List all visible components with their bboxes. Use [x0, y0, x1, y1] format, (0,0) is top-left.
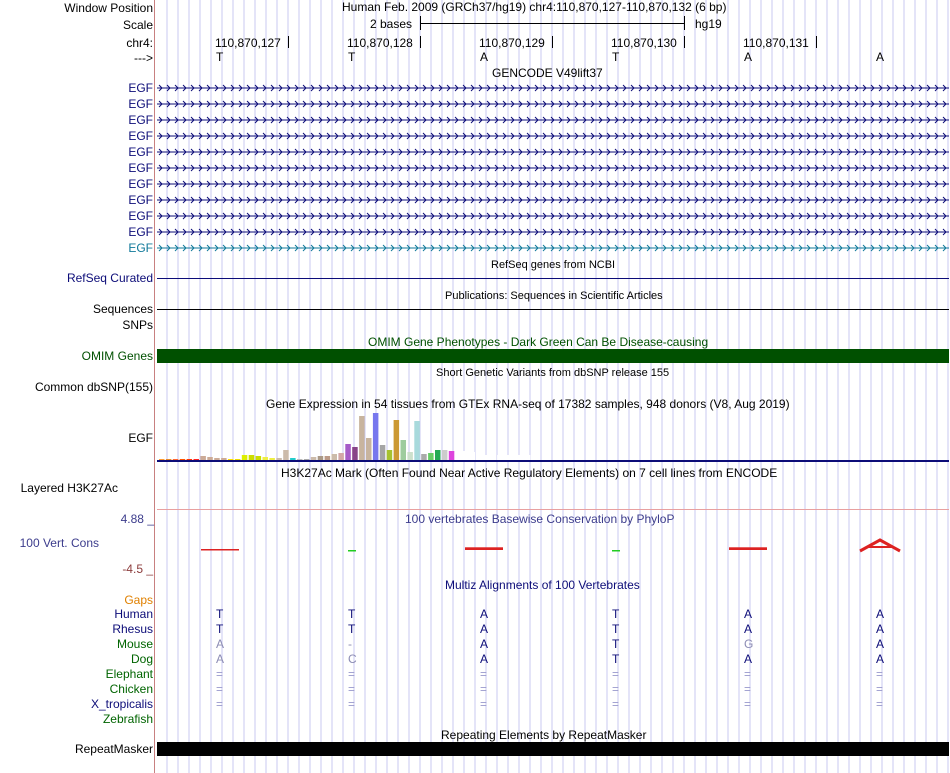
phylop-score-mark	[465, 547, 503, 550]
gencode-transcript[interactable]	[157, 163, 949, 173]
h3k27ac-baseline	[157, 509, 949, 510]
gtex-tissue-bar	[456, 447, 462, 460]
gencode-gene-label[interactable]: EGF	[128, 97, 153, 111]
gtex-tissue-bar	[256, 456, 262, 460]
gtex-tissue-bar	[407, 452, 413, 460]
gtex-tissue-bar	[525, 455, 531, 460]
alignment-base: G	[744, 637, 754, 651]
alignment-base: T	[612, 652, 620, 666]
coordinate-label: 110,870,131	[743, 36, 809, 50]
alignment-base: A	[744, 607, 753, 621]
gtex-tissue-bar	[394, 420, 400, 460]
phylop-score-mark	[612, 550, 620, 552]
publications-title: Publications: Sequences in Scientific Articles	[445, 290, 663, 302]
gtex-tissue-bar	[290, 458, 296, 460]
gtex-tissue-bar	[373, 413, 379, 460]
gtex-tissue-bar	[352, 447, 358, 460]
gtex-tissue-bar	[504, 455, 510, 460]
gtex-tissue-bar	[159, 459, 165, 460]
gtex-tissue-bar	[249, 455, 255, 460]
multiz-title: Multiz Alignments of 100 Vertebrates	[445, 578, 640, 592]
alignment-base: A	[480, 637, 489, 651]
alignment-base: A	[216, 637, 225, 651]
alignment-base: T	[612, 607, 620, 621]
coordinate-label: 110,870,130	[611, 36, 677, 50]
gtex-tissue-bar	[476, 455, 482, 460]
gtex-tissue-bar	[421, 454, 427, 460]
gtex-tissue-bar	[173, 459, 179, 460]
coordinate-label: 110,870,129	[479, 36, 545, 50]
gtex-tissue-bar	[214, 458, 220, 460]
gtex-tissue-bar	[359, 416, 365, 460]
alignment-base: =	[480, 667, 488, 681]
dbsnp-title: Short Genetic Variants from dbSNP release 155	[436, 367, 670, 379]
gencode-gene-label[interactable]: EGF	[128, 129, 153, 143]
gtex-tissue-bar	[449, 451, 455, 460]
dbsnp-label[interactable]: Common dbSNP(155)	[34, 380, 153, 394]
h3k27ac-title: H3K27Ac Mark (Often Found Near Active Regulatory Elements) on 7 cell lines from ENCODE	[281, 466, 778, 480]
snps-label[interactable]: SNPs	[122, 318, 153, 332]
alignment-base: =	[876, 682, 884, 696]
repeatmasker-title: Repeating Elements by RepeatMasker	[441, 728, 647, 742]
alignment-base: A	[876, 637, 885, 651]
scale-bar-right-cap	[684, 16, 685, 30]
gencode-transcript[interactable]	[157, 99, 949, 109]
gencode-gene-label[interactable]: EGF	[128, 145, 153, 159]
gaps-label: Gaps	[124, 593, 153, 607]
alignment-base: T	[216, 622, 224, 636]
species-label[interactable]: Rhesus	[112, 622, 153, 636]
gtex-tissue-bar	[366, 438, 372, 460]
gencode-transcript[interactable]	[157, 195, 949, 205]
omim-title: OMIM Gene Phenotypes - Dark Green Can Be Disease-causing	[368, 335, 709, 349]
alignment-base: A	[876, 652, 885, 666]
alignment-base: =	[744, 697, 752, 711]
alignment-base: C	[348, 652, 357, 666]
gtex-tissue-bar	[187, 459, 193, 460]
gtex-tissue-bar	[235, 459, 241, 460]
alignment-base: =	[216, 667, 224, 681]
gencode-gene-label[interactable]: EGF	[128, 241, 153, 255]
alignment-base: T	[612, 622, 620, 636]
phylop-ymax: 4.88 _	[120, 512, 154, 526]
alignment-base: A	[876, 622, 885, 636]
alignment-base: A	[876, 607, 885, 621]
gtex-tissue-bar	[345, 444, 351, 460]
alignment-base: =	[612, 682, 620, 696]
species-label[interactable]: Chicken	[109, 682, 153, 696]
sequences-label[interactable]: Sequences	[92, 302, 153, 316]
gencode-gene-label[interactable]: EGF	[128, 81, 153, 95]
alignment-base: =	[876, 667, 884, 681]
base-letter: T	[216, 50, 224, 64]
gtex-tissue-bar	[276, 458, 282, 460]
gencode-transcript[interactable]	[157, 211, 949, 221]
coordinate-tick	[288, 36, 289, 48]
species-label[interactable]: X_tropicalis	[90, 697, 153, 711]
species-label[interactable]: Dog	[130, 652, 153, 666]
window-position-label: Window Position	[64, 1, 153, 15]
gtex-tissue-bar	[325, 456, 331, 460]
sequences-line[interactable]	[157, 309, 949, 310]
phylop-score-mark	[201, 549, 239, 551]
gencode-transcript[interactable]	[157, 227, 949, 237]
alignment-base: T	[348, 622, 356, 636]
coordinate-tick	[816, 36, 817, 48]
alignment-base: =	[612, 667, 620, 681]
gtex-tissue-bar	[283, 450, 289, 460]
gencode-gene-label[interactable]: EGF	[128, 225, 153, 239]
gencode-transcript[interactable]	[157, 83, 949, 93]
gencode-transcript[interactable]	[157, 243, 949, 253]
gtex-bar-chart[interactable]	[157, 412, 949, 464]
gtex-tissue-bar	[297, 459, 303, 460]
gtex-tissue-bar	[318, 456, 324, 460]
gtex-label[interactable]: EGF	[128, 431, 153, 445]
scale-bar-left-cap	[420, 16, 421, 30]
phylop-title: 100 vertebrates Basewise Conservation by PhyloP	[405, 512, 675, 526]
base-letter: A	[480, 50, 489, 64]
alignment-base: T	[612, 637, 620, 651]
gtex-tissue-bar	[387, 450, 393, 460]
gtex-tissue-bar	[401, 440, 407, 460]
refseq-label[interactable]: RefSeq Curated	[66, 271, 153, 285]
scale-text: 2 bases	[370, 17, 413, 31]
scale-assembly: hg19	[695, 17, 722, 31]
gtex-tissue-bar	[428, 453, 434, 460]
gencode-title: GENCODE V49lift37	[492, 66, 603, 80]
species-label[interactable]: Zebrafish	[102, 712, 153, 726]
coordinate-tick	[684, 36, 685, 48]
omim-label[interactable]: OMIM Genes	[81, 349, 153, 363]
gtex-tissue-bar	[269, 458, 275, 460]
gtex-tissue-bar	[166, 459, 172, 460]
species-label[interactable]: Human	[114, 607, 153, 621]
gtex-tissue-bar	[497, 455, 503, 460]
gtex-tissue-bar	[435, 450, 441, 460]
gencode-transcript[interactable]	[157, 115, 949, 125]
gencode-gene-label[interactable]: EGF	[128, 209, 153, 223]
base-letter: A	[744, 50, 753, 64]
scale-bar	[420, 23, 684, 24]
strand-label: --->	[134, 51, 153, 65]
gtex-tissue-bar	[207, 457, 213, 460]
gtex-tissue-bar	[242, 455, 248, 460]
coordinate-tick	[552, 36, 553, 48]
phylop-ymin: -4.5 _	[122, 562, 153, 576]
gtex-tissue-bar	[263, 457, 269, 460]
window-position-text: Human Feb. 2009 (GRCh37/hg19) chr4:110,870,127-110,870,132 (6 bp)	[342, 0, 727, 14]
gtex-title: Gene Expression in 54 tissues from GTEx RNA-seq of 17382 samples, 948 donors (V8, Aug 2019)	[266, 397, 790, 411]
gtex-tissue-bar	[483, 455, 489, 460]
gencode-gene-label[interactable]: EGF	[128, 113, 153, 127]
alignment-base: =	[612, 697, 620, 711]
alignment-base: T	[216, 607, 224, 621]
phylop-label[interactable]: 100 Vert. Cons	[19, 536, 99, 550]
gencode-gene-label[interactable]: EGF	[128, 193, 153, 207]
alignment-base: T	[348, 607, 356, 621]
alignment-base: A	[480, 607, 489, 621]
omim-bar[interactable]	[157, 349, 949, 363]
refseq-title: RefSeq genes from NCBI	[491, 259, 616, 271]
base-letter: A	[876, 50, 885, 64]
alignment-base: -	[348, 637, 352, 651]
alignment-base: =	[876, 697, 884, 711]
gencode-transcript[interactable]	[157, 131, 949, 141]
alignment-base: =	[348, 682, 356, 696]
coordinate-label: 110,870,127	[215, 36, 281, 50]
phylop-score-mark	[729, 547, 767, 550]
alignment-base: A	[744, 652, 753, 666]
coordinate-label: 110,870,128	[347, 36, 413, 50]
alignment-base: =	[744, 682, 752, 696]
species-label[interactable]: Mouse	[116, 637, 153, 651]
refseq-gene-line[interactable]	[157, 278, 949, 279]
gtex-tissue-bar	[511, 455, 517, 460]
h3k27ac-label[interactable]: Layered H3K27Ac	[20, 481, 118, 495]
gtex-tissue-bar	[380, 445, 386, 460]
alignment-base: =	[348, 667, 356, 681]
alignment-base: A	[480, 652, 489, 666]
gtex-tissue-bar	[228, 459, 234, 460]
alignment-base: =	[348, 697, 356, 711]
phylop-score-mark	[348, 550, 356, 552]
gtex-tissue-bar	[490, 455, 496, 460]
gencode-transcript[interactable]	[157, 147, 949, 157]
phylop-wiggle[interactable]	[157, 520, 949, 570]
gencode-gene-label[interactable]: EGF	[128, 161, 153, 175]
base-letter: T	[612, 50, 620, 64]
alignment-base: =	[216, 697, 224, 711]
alignment-base: =	[216, 682, 224, 696]
gencode-transcript[interactable]	[157, 179, 949, 189]
gtex-tissue-bar	[180, 459, 186, 460]
repeatmasker-bar[interactable]	[157, 742, 949, 756]
repeatmasker-label[interactable]: RepeatMasker	[74, 742, 153, 756]
alignment-base: A	[216, 652, 225, 666]
gtex-tissue-bar	[463, 451, 469, 460]
alignment-base: A	[744, 622, 753, 636]
gtex-tissue-bar	[304, 459, 310, 460]
gtex-tissue-bar	[194, 459, 200, 460]
gtex-tissue-bar	[414, 421, 420, 460]
chr-label: chr4:	[126, 36, 153, 50]
gtex-tissue-bar	[338, 453, 344, 460]
base-letter: T	[348, 50, 356, 64]
gencode-gene-label[interactable]: EGF	[128, 177, 153, 191]
alignment-base: =	[744, 667, 752, 681]
alignment-base: A	[480, 622, 489, 636]
phylop-peak	[860, 540, 900, 551]
gtex-tissue-bar	[200, 456, 206, 460]
gtex-tissue-bar	[442, 450, 448, 460]
gtex-tissue-bar	[311, 457, 317, 460]
gtex-tissue-bar	[332, 454, 338, 460]
scale-label: Scale	[122, 18, 153, 32]
alignment-base: =	[480, 697, 488, 711]
gtex-tissue-bar	[518, 455, 524, 460]
species-label[interactable]: Elephant	[105, 667, 153, 681]
coordinate-tick	[420, 36, 421, 48]
gtex-tissue-bar	[470, 452, 476, 460]
alignment-base: =	[480, 682, 488, 696]
gtex-tissue-bar	[221, 458, 227, 460]
